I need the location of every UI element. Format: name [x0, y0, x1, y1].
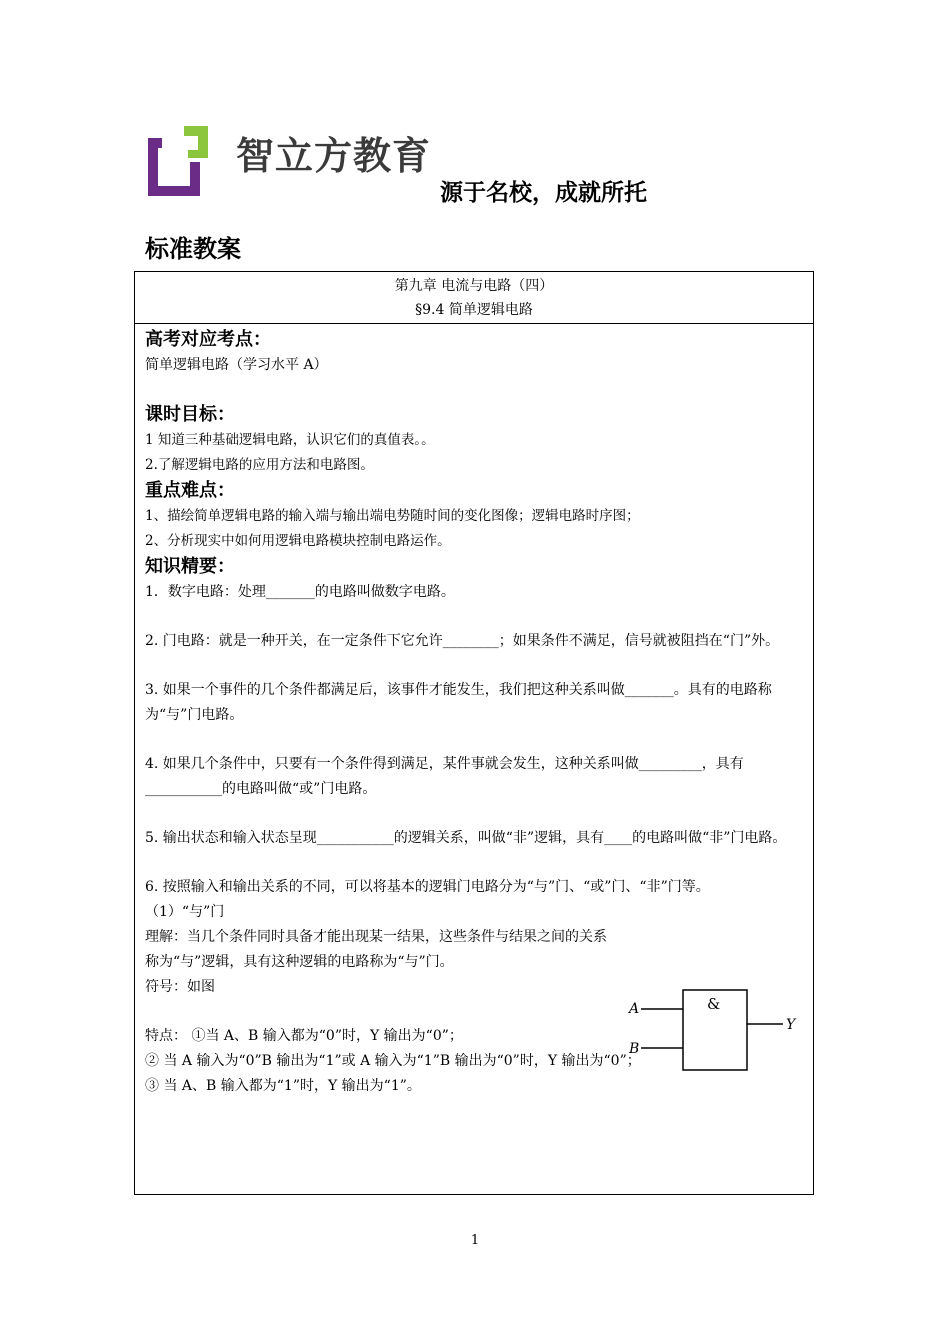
nandian-item: 2、分析现实中如何用逻辑电路模块控制电路运作。 [145, 533, 451, 549]
page-number: 1 [470, 1233, 480, 1248]
and-gate-description: 理解：当几个条件同时具备才能出现某一结果，这些条件与结果之间的关系称为“与”逻辑，具有这种逻辑的电路称为“与”门。 [145, 929, 607, 970]
jingyao-heading: 知识精要： [145, 556, 235, 577]
knowledge-item-5: 5. 输出状态和输入状态呈现___________的逻辑关系，叫做“非”逻辑，具有____的电路叫做“非”门电路。 [145, 830, 787, 846]
slogan: 源于名校，成就所托 [440, 180, 647, 206]
knowledge-item-2: 2. 门电路：就是一种开关，在一定条件下它允许________；如果条件不满足，信号就被阻挡在“门”外。 [145, 633, 780, 649]
knowledge-item-3: 3. 如果一个事件的几个条件都满足后，该事件才能发生，我们把这种关系叫做_______。具有的电路称为“与”门电路。 [145, 682, 772, 723]
nandian-heading: 重点难点： [145, 480, 235, 501]
brand-name: 智立方教育 [236, 134, 432, 178]
and-gate-title: （1）“与”门 [145, 904, 225, 920]
input-b-label: B [629, 1041, 640, 1057]
chapter-header [135, 272, 813, 324]
knowledge-item-1: 1．数字电路：处理_______的电路叫做数字电路。 [145, 584, 455, 600]
and-gate-symbol-label: 符号：如图 [145, 979, 215, 995]
feature-3: ③ 当 A、B 输入都为“1”时，Y 输出为“1”。 [145, 1078, 421, 1094]
knowledge-item-4: 4. 如果几个条件中，只要有一个条件得到满足，某件事就会发生，这种关系叫做_________，具有___________的电路叫做“或”门电路。 [145, 756, 744, 797]
brand-logo-icon [148, 126, 208, 196]
output-label: Y [786, 1017, 796, 1033]
nandian-item: 1、描绘简单逻辑电路的输入端与输出端电势随时间的变化图像；逻辑电路时序图； [145, 508, 640, 524]
kaodian-heading: 高考对应考点： [145, 329, 271, 350]
gate-symbol: & [707, 995, 721, 1013]
document-title: 标准教案 [145, 235, 241, 263]
feature-2: ② 当 A 输入为“0”B 输出为“1”或 A 输入为“1”B 输出为“0”时，Y 输出为“0”； [145, 1053, 641, 1069]
feature-1: 特点： ①当 A、B 输入都为“0”时，Y 输出为“0”； [145, 1028, 463, 1044]
kaodian-text: 简单逻辑电路（学习水平 A） [145, 357, 328, 373]
knowledge-item-6: 6. 按照输入和输出关系的不同，可以将基本的逻辑门电路分为“与”门、“或”门、“非”门等。 [145, 879, 710, 895]
input-a-label: A [629, 1001, 640, 1017]
and-gate-diagram [625, 987, 805, 1087]
section-title: §9.4 简单逻辑电路 [415, 302, 533, 318]
mubiao-heading: 课时目标： [145, 404, 235, 425]
lesson-content [135, 327, 813, 1099]
lesson-plan-table [134, 271, 814, 1195]
mubiao-item: 2.了解逻辑电路的应用方法和电路图。 [145, 457, 374, 473]
chapter-title: 第九章 电流与电路（四） [394, 278, 554, 294]
mubiao-item: 1 知道三种基础逻辑电路，认识它们的真值表。。 [145, 432, 435, 448]
